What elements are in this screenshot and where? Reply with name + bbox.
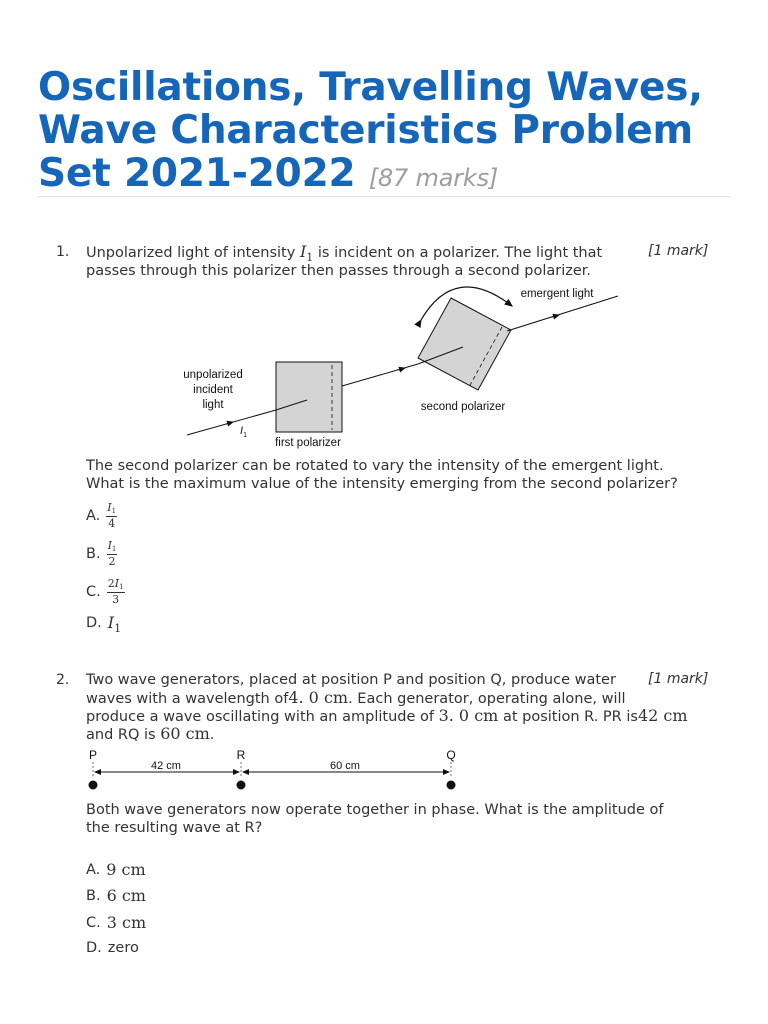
label-intensity: $I_1$ <box>240 425 247 439</box>
question-1-stem-line-2: passes through this polarizer then passes through a second polarizer. <box>86 263 592 279</box>
amplitude-value: 3. 0 cm <box>438 706 499 725</box>
middle-ray <box>342 364 418 386</box>
question-2-stem-line-2: waves with a wavelength of4. 0 cm. Each generator, operating alone, will <box>86 688 626 707</box>
option-label: B. <box>86 545 101 562</box>
option-b-value: 6 cm <box>106 886 146 905</box>
question-1-option-d[interactable] <box>86 613 122 635</box>
polarizer-diagram <box>0 0 768 460</box>
label-pr-distance: 42 cm <box>151 760 181 772</box>
label-r: R <box>236 748 246 762</box>
question-2-stem-line-4: and RQ is 60 cm. <box>86 724 215 743</box>
option-label: D. <box>86 940 102 956</box>
point-p <box>89 781 98 790</box>
distance-diagram <box>0 740 768 800</box>
question-2-option-b[interactable] <box>86 886 146 905</box>
option-a-value: 9 cm <box>106 860 146 879</box>
wavelength-value: 4. 0 cm <box>288 688 349 707</box>
pr-value: 42 cm <box>637 706 688 725</box>
option-label: D. <box>86 614 102 631</box>
option-b-fraction: $\frac{I1}{2}$ <box>107 539 117 568</box>
question-1-stem-text-b: is incident on a polarizer. The light that <box>317 245 603 261</box>
incident-arrow <box>226 422 233 424</box>
option-d-value: $I_1$ <box>107 613 122 635</box>
option-label: A. <box>86 861 101 878</box>
label-q: Q <box>446 748 456 762</box>
label-p: P <box>88 748 98 762</box>
option-d-value: zero <box>107 940 139 956</box>
question-1-marks: [1 mark] <box>648 243 709 259</box>
question-2-option-a[interactable] <box>86 860 146 879</box>
option-label: C. <box>86 583 101 600</box>
question-2-marks: [1 mark] <box>648 671 709 687</box>
option-c-fraction: $\frac{2I1}{3}$ <box>107 577 124 606</box>
point-q <box>447 781 456 790</box>
question-1-option-b[interactable] <box>86 540 117 567</box>
question-1-option-a[interactable] <box>86 502 117 529</box>
second-polarizer <box>418 298 511 390</box>
question-2-prompt-line-1: Both wave generators now operate together in phase. What is the amplitude of <box>86 802 664 818</box>
intensity-symbol: $I_1$ <box>299 242 314 264</box>
question-2-stem-line-3: produce a wave oscillating with an amplitude of 3. 0 cm at position R. PR is42 cm <box>86 706 688 725</box>
label-unpolarized: unpolarized <box>183 369 243 381</box>
label-emergent-light: emergent light <box>520 288 594 300</box>
rq-value: 60 cm <box>160 724 210 743</box>
label-rq-distance: 60 cm <box>330 760 360 772</box>
page-title-text: Oscillations, Travelling Waves, Wave Characteristics Problem Set 2021-2022 <box>38 65 703 196</box>
option-label: B. <box>86 887 101 904</box>
point-r <box>237 781 246 790</box>
question-2-stem-line-1: Two wave generators, placed at position P and position Q, produce water <box>86 672 616 688</box>
option-c-value: 3 cm <box>106 913 147 932</box>
question-1-option-c[interactable] <box>86 578 125 605</box>
question-2-number: 2. <box>56 672 70 688</box>
question-2-option-c[interactable] <box>86 913 146 932</box>
question-2-option-d[interactable] <box>86 940 139 956</box>
label-light: light <box>202 399 224 411</box>
question-2-prompt-line-2: the resulting wave at R? <box>86 820 263 836</box>
label-first-polarizer: first polarizer <box>275 437 341 449</box>
emergent-ray <box>507 296 618 331</box>
label-second-polarizer: second polarizer <box>420 401 506 413</box>
option-label: C. <box>86 914 101 931</box>
label-incident: incident <box>193 384 233 396</box>
option-label: A. <box>86 507 101 524</box>
total-marks: [87 marks] <box>368 164 499 192</box>
question-1-prompt-line-2: What is the maximum value of the intensity emerging from the second polarizer? <box>86 476 678 492</box>
question-1-stem-text-a: Unpolarized light of intensity <box>86 245 296 261</box>
question-1-number: 1. <box>56 244 70 260</box>
question-1-prompt-line-1: The second polarizer can be rotated to vary the intensity of the emergent light. <box>86 458 664 474</box>
option-a-fraction: $\frac{I1}{4}$ <box>107 501 117 530</box>
